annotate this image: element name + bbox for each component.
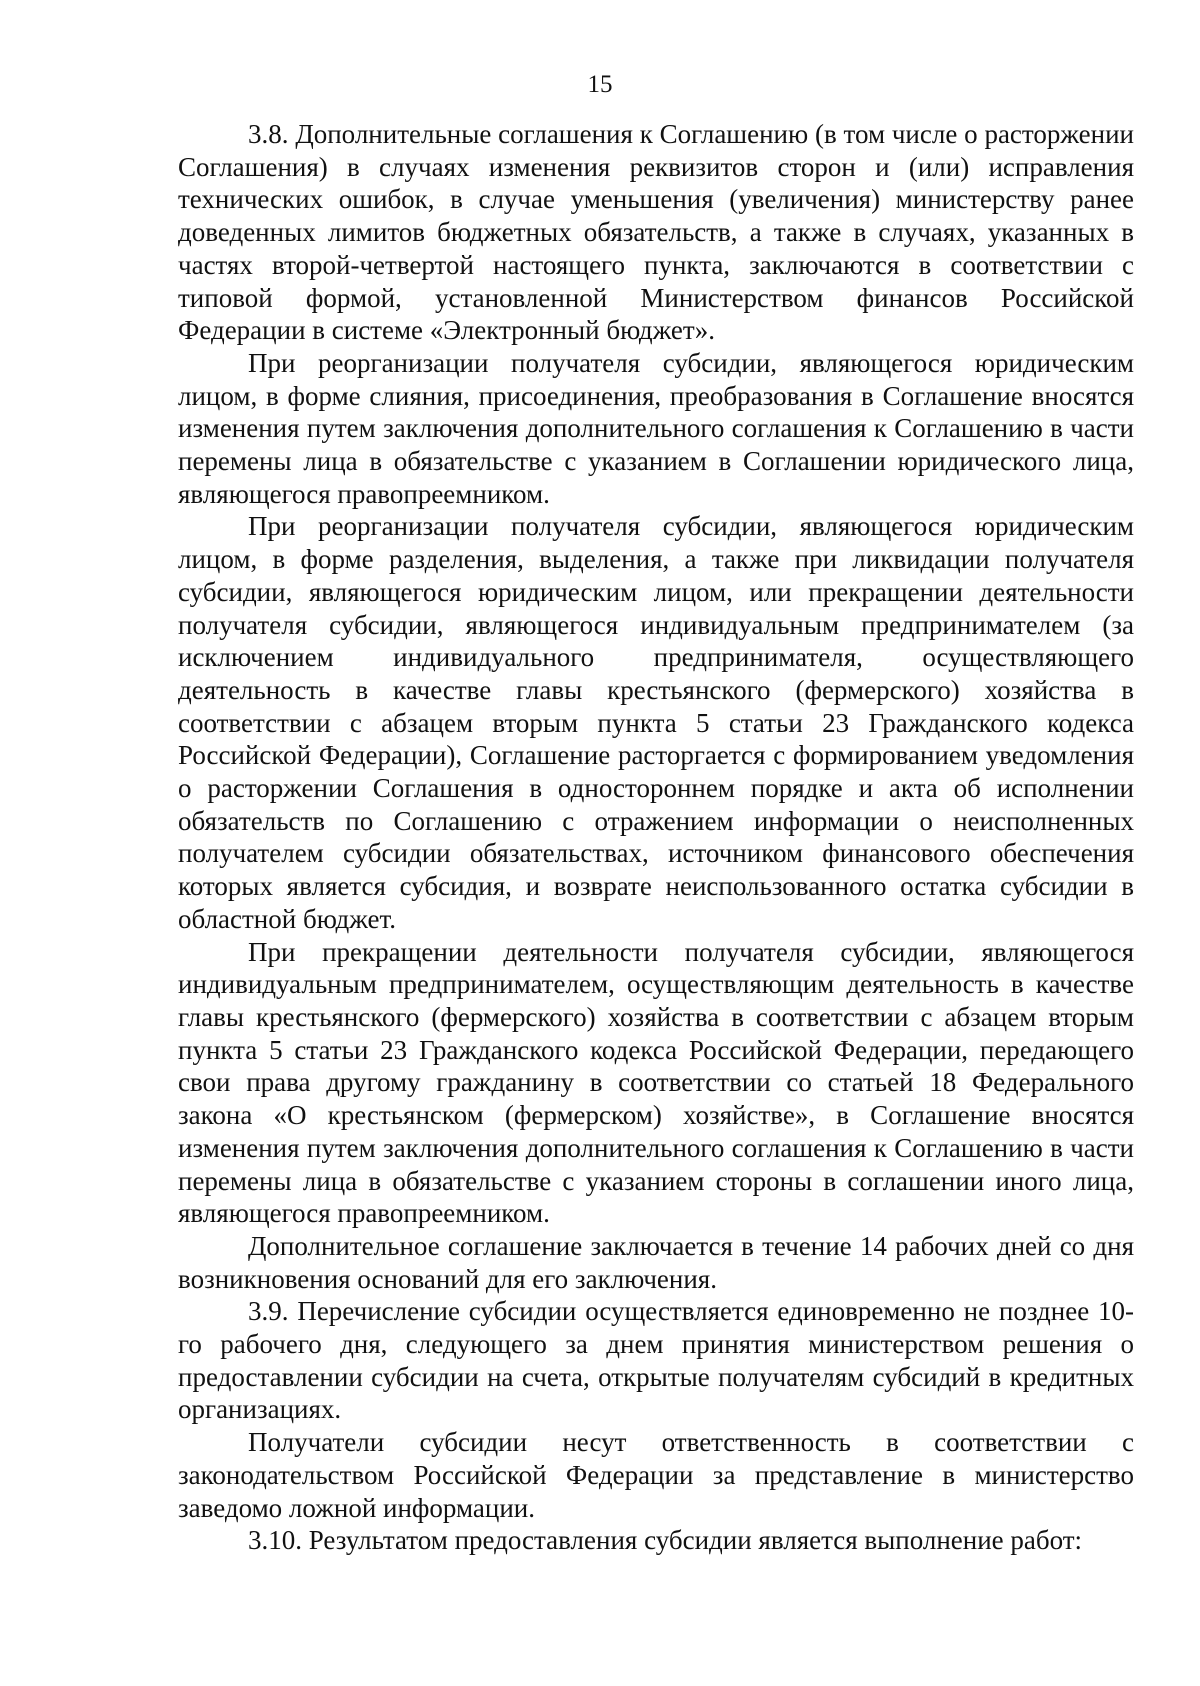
paragraph-recipient-responsibility: Получатели субсидии несут ответственность в соответствии с законодательством Российской Федерации за представление в министерство заведомо ложной информации. <box>178 1427 1134 1523</box>
paragraph-reorganization-merger: При реорганизации получателя субсидии, являющегося юридическим лицом, в форме слияния, присоединения, преобразования в Соглашение вносятся изменения путем заключения дополнительного соглашения к Соглашению в части перемены лица в обязательстве с указанием в Соглашении юридического лица, являющегося правопреемником. <box>178 347 1134 509</box>
paragraph-3-10: 3.10. Результатом предоставления субсидии является выполнение работ: <box>248 1525 1083 1556</box>
paragraph-3-8: 3.8. Дополнительные соглашения к Соглашению (в том числе о расторжении Соглашения) в случаях изменения реквизитов сторон и (или) исправления технических ошибок, в случае уменьшения (увеличения) министерству ранее доведенных лимитов бюджетных обязательств, а также в случаях, указанных в частях второй-четвертой настоящего пункта, заключаются в соответствии с типовой формой, установленной Министерством финансов Российской Федерации в системе «Электронный бюджет». <box>178 119 1134 346</box>
document-body <box>178 118 1134 1557</box>
paragraph-termination-entrepreneur: При прекращении деятельности получателя субсидии, являющегося индивидуальным предпринимателем, осуществляющим деятельность в качестве главы крестьянского (фермерского) хозяйства в соответствии с абзацем вторым пункта 5 статьи 23 Гражданского кодекса Российской Федерации, передающего свои права другому гражданину в соответствии со статьей 18 Федерального закона «О крестьянском (фермерском) хозяйстве», в Соглашение вносятся изменения путем заключения дополнительного соглашения к Соглашению в части перемены лица в обязательстве с указанием стороны в соглашении иного лица, являющегося правопреемником. <box>178 936 1134 1229</box>
page-number: 15 <box>587 71 613 98</box>
paragraph-reorganization-division: При реорганизации получателя субсидии, являющегося юридическим лицом, в форме разделения, выделения, а также при ликвидации получателя субсидии, являющегося юридическим лицом, или прекращении деятельности получателя субсидии, являющегося индивидуальным предпринимателем (за исключением индивидуального предпринимателя, осуществляющего деятельность в качестве главы крестьянского (фермерского) хозяйства в соответствии с абзацем вторым пункта 5 статьи 23 Гражданского кодекса Российской Федерации), Соглашение расторгается с формированием уведомления о расторжении Соглашения в одностороннем порядке и акта об исполнении обязательств по Соглашению с отражением информации о неисполненных получателем субсидии обязательствах, источником финансового обеспечения которых является субсидия, и возврате неиспользованного остатка субсидии в областной бюджет. <box>178 511 1134 934</box>
paragraph-additional-agreement-term: Дополнительное соглашение заключается в течение 14 рабочих дней со дня возникновения оснований для его заключения. <box>178 1230 1134 1294</box>
paragraph-3-9: 3.9. Перечисление субсидии осуществляется единовременно не позднее 10-го рабочего дня, следующего за днем принятия министерством решения о предоставлении субсидии на счета, открытые получателям субсидий в кредитных организациях. <box>178 1296 1134 1425</box>
